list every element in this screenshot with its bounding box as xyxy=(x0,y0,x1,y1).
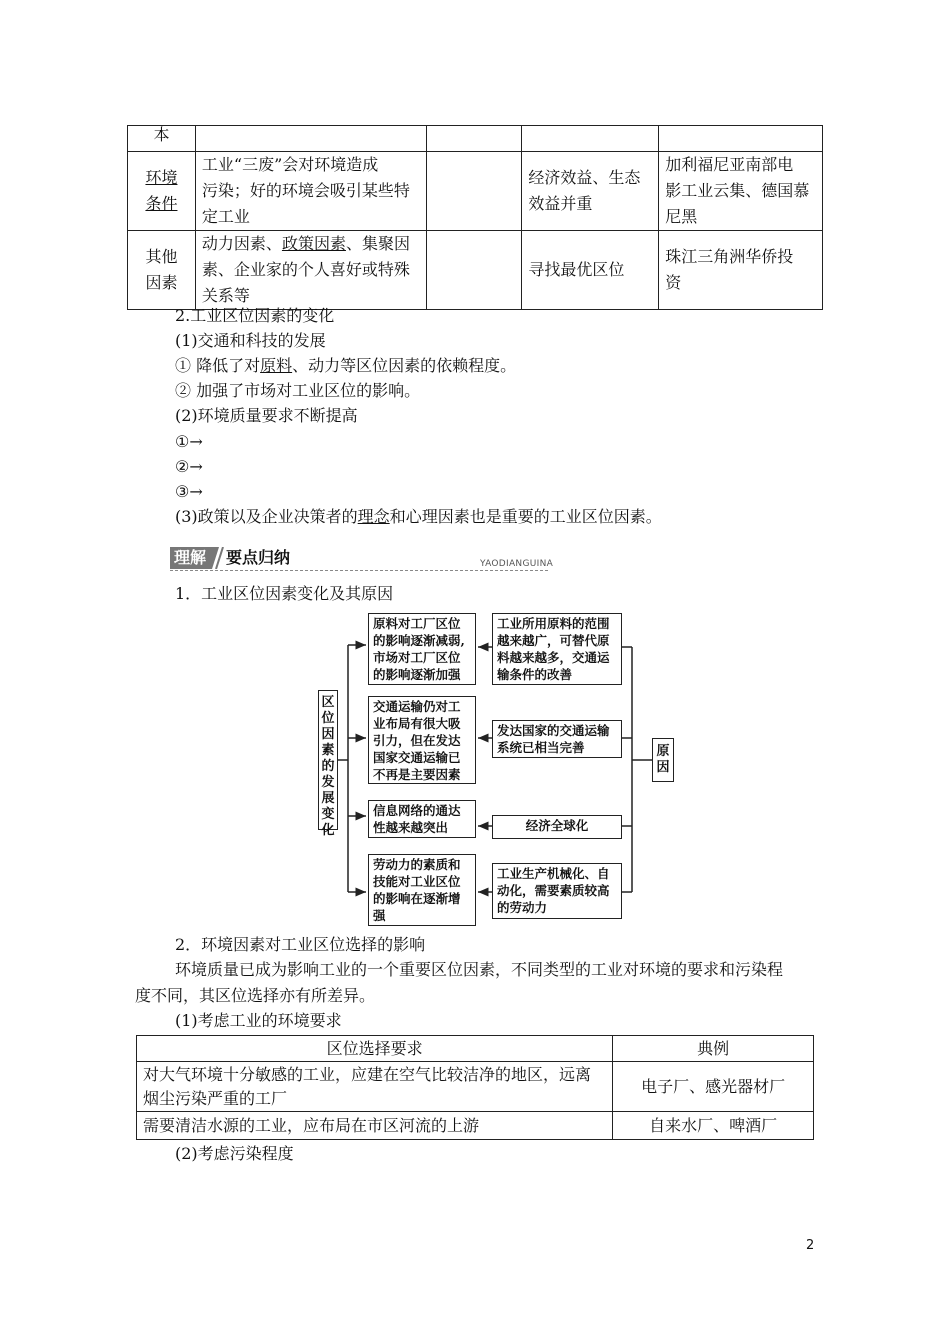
paragraph-line: 环境质量已成为影响工业的一个重要区位因素，不同类型的工业对环境的要求和污染程 xyxy=(175,960,784,979)
banner-label-right: 要点归纳 xyxy=(226,548,291,567)
subheading: (2)考虑污染程度 xyxy=(175,1144,294,1163)
factor-cell: 其他 因素 xyxy=(128,231,196,310)
example-cell: 自来水厂、啤酒厂 xyxy=(613,1112,814,1140)
description-cell: 工业“三废”会对环境造成 污染；好的环境会吸引某些特 定工业 xyxy=(195,152,426,231)
subheading: (1)交通和科技的发展 xyxy=(175,331,326,350)
example-cell: 珠江三角洲华侨投 资 xyxy=(659,231,823,310)
reason-box: 经济全球化 xyxy=(492,815,622,839)
table-header: 典例 xyxy=(613,1036,814,1062)
table-row xyxy=(137,1112,814,1140)
blank-item: ②→ xyxy=(175,457,203,476)
description-cell: 动力因素、政策因素、集聚因 素、企业家的个人喜好或特殊 关系等 xyxy=(195,231,426,310)
requirement-cell: 需要清洁水源的工业，应布局在市区河流的上游 xyxy=(137,1112,613,1140)
reason-box: 发达国家的交通运输 系统已相当完善 xyxy=(492,720,622,758)
subheading: (2)环境质量要求不断提高 xyxy=(175,406,358,425)
change-box: 原料对工厂区位 的影响逐渐减弱, 市场对工厂区位 的影响逐渐加强 xyxy=(368,613,476,685)
factor-change-diagram xyxy=(310,610,690,926)
banner-english: YAODIANGUINA xyxy=(480,559,554,569)
blank-item: ①→ xyxy=(175,432,203,451)
continuation-cell: 本 xyxy=(128,126,196,152)
environment-requirement-table xyxy=(136,1035,814,1140)
example-cell: 加利福尼亚南部电 影工业云集、德国慕 尼黑 xyxy=(659,152,823,231)
blank-item: ③→ xyxy=(175,482,203,501)
reason-box: 工业生产机械化、自 动化，需要素质较高 的劳动力 xyxy=(492,863,622,919)
table-row xyxy=(137,1062,814,1112)
reason-box: 工业所用原料的范围 越来越广，可替代原 料越来越多，交通运 输条件的改善 xyxy=(492,613,622,685)
principle-cell: 经济效益、生态 效益并重 xyxy=(522,152,659,231)
page-number: 2 xyxy=(806,1238,815,1253)
change-box: 信息网络的通达 性越来越突出 xyxy=(368,800,476,838)
diagram-right-label: 原 因 xyxy=(652,738,674,782)
principle-cell: 寻找最优区位 xyxy=(522,231,659,310)
list-item: ① 降低了对原料、动力等区位因素的依赖程度。 xyxy=(175,356,517,375)
requirement-cell: 对大气环境十分敏感的工业，应建在空气比较洁净的地区，远离 烟尘污染严重的工厂 xyxy=(137,1062,613,1112)
point-heading: 2．环境因素对工业区位选择的影响 xyxy=(175,935,426,954)
subheading: (1)考虑工业的环境要求 xyxy=(175,1011,342,1030)
banner-label-left: 理解 xyxy=(170,547,212,569)
change-box: 劳动力的素质和 技能对工业区位 的影响在逐渐增 强 xyxy=(368,854,476,926)
section-banner xyxy=(170,547,554,571)
table-row xyxy=(128,152,823,231)
table-header: 区位选择要求 xyxy=(137,1036,613,1062)
banner-slash-icon xyxy=(212,547,226,569)
example-cell: 电子厂、感光器材厂 xyxy=(613,1062,814,1112)
change-box: 交通运输仍对工 业布局有很大吸 引力，但在发达 国家交通运输已 不再是主要因素 xyxy=(368,696,476,784)
paragraph-line: 度不同，其区位选择亦有所差异。 xyxy=(135,986,376,1005)
section-heading: 2.工业区位因素的变化 xyxy=(175,306,335,325)
list-item: ② 加强了市场对工业区位的影响。 xyxy=(175,381,421,400)
diagram-left-label: 区 位 因 素 的 发 展 变 化 xyxy=(318,690,338,830)
location-factors-table xyxy=(127,125,823,310)
point-heading: 1．工业区位因素变化及其原因 xyxy=(175,584,394,603)
table-row xyxy=(128,231,823,310)
factor-cell: 环境 条件 xyxy=(128,152,196,231)
subheading: (3)政策以及企业决策者的理念和心理因素也是重要的工业区位因素。 xyxy=(175,507,662,526)
